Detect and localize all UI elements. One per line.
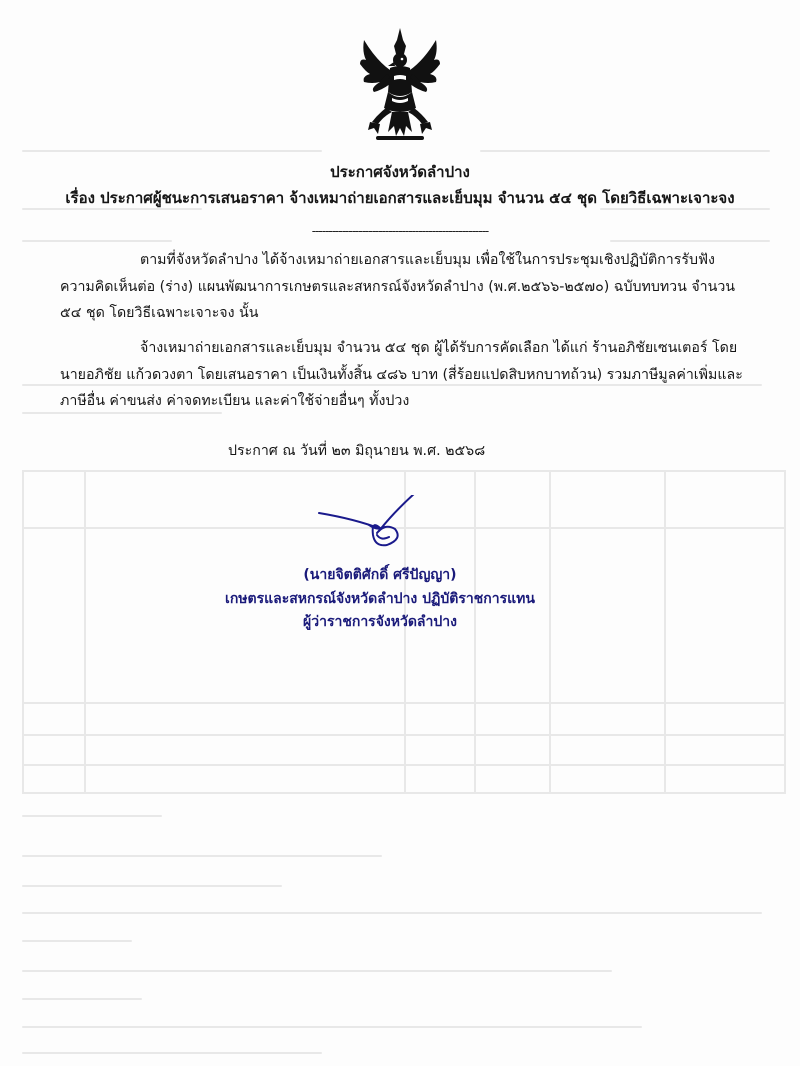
body-paragraph-2 xyxy=(60,335,765,415)
paragraph-line: ๕๔ ชุด โดยวิธีเฉพาะเจาะจง นั้น xyxy=(60,305,259,321)
paragraph-line: ความคิดเห็นต่อ (ร่าง) แผนพัฒนาการเกษตรและสหกรณ์จังหวัดลำปาง (พ.ศ.๒๕๖๖-๒๕๗๐) ฉบับทบทวน จำนวน xyxy=(60,278,735,295)
signatory-acting-for: ผู้ว่าราชการจังหวัดลำปาง xyxy=(303,614,457,630)
handwritten-signature-icon xyxy=(315,495,425,565)
garuda-emblem-icon xyxy=(358,26,442,144)
announce-date: ประกาศ ณ วันที่ ๒๓ มิถุนายน พ.ศ. ๒๕๖๘ xyxy=(228,443,486,459)
signatory-position: เกษตรและสหกรณ์จังหวัดลำปาง ปฏิบัติราชการแทน xyxy=(225,591,535,607)
paragraph-line: นายอภิชัย แก้วดวงตา โดยเสนอราคา เป็นเงินทั้งสิ้น ๔๘๖ บาท (สี่ร้อยแปดสิบหกบาทถ้วน) รวมภาษีมูลค่าเพิ่มและ xyxy=(60,366,743,383)
title-separator: ----------------------------------------------------- xyxy=(311,224,489,238)
signatory-name: (นายจิตติศักดิ์ ศรีปัญญา) xyxy=(303,567,457,583)
document-subject: เรื่อง ประกาศผู้ชนะการเสนอราคา จ้างเหมาถ่ายเอกสารและเย็บมุม จำนวน ๕๔ ชุด โดยวิธีเฉพาะเจาะจง xyxy=(65,189,735,207)
document-title: ประกาศจังหวัดลำปาง xyxy=(330,163,470,181)
paragraph-line: ภาษีอื่น ค่าขนส่ง ค่าจดทะเบียน และค่าใช้จ่ายอื่นๆ ทั้งปวง xyxy=(60,393,410,409)
paragraph-line: จ้างเหมาถ่ายเอกสารและเย็บมุม จำนวน ๕๔ ชุด ผู้ได้รับการคัดเลือก ได้แก่ ร้านอภิชัยเซนเตอร์ โดย xyxy=(140,340,738,356)
paragraph-line: ตามที่จังหวัดลำปาง ได้จ้างเหมาถ่ายเอกสารและเย็บมุม เพื่อใช้ในการประชุมเชิงปฏิบัติการรับฟัง xyxy=(140,252,715,268)
body-paragraph-1 xyxy=(60,247,765,327)
